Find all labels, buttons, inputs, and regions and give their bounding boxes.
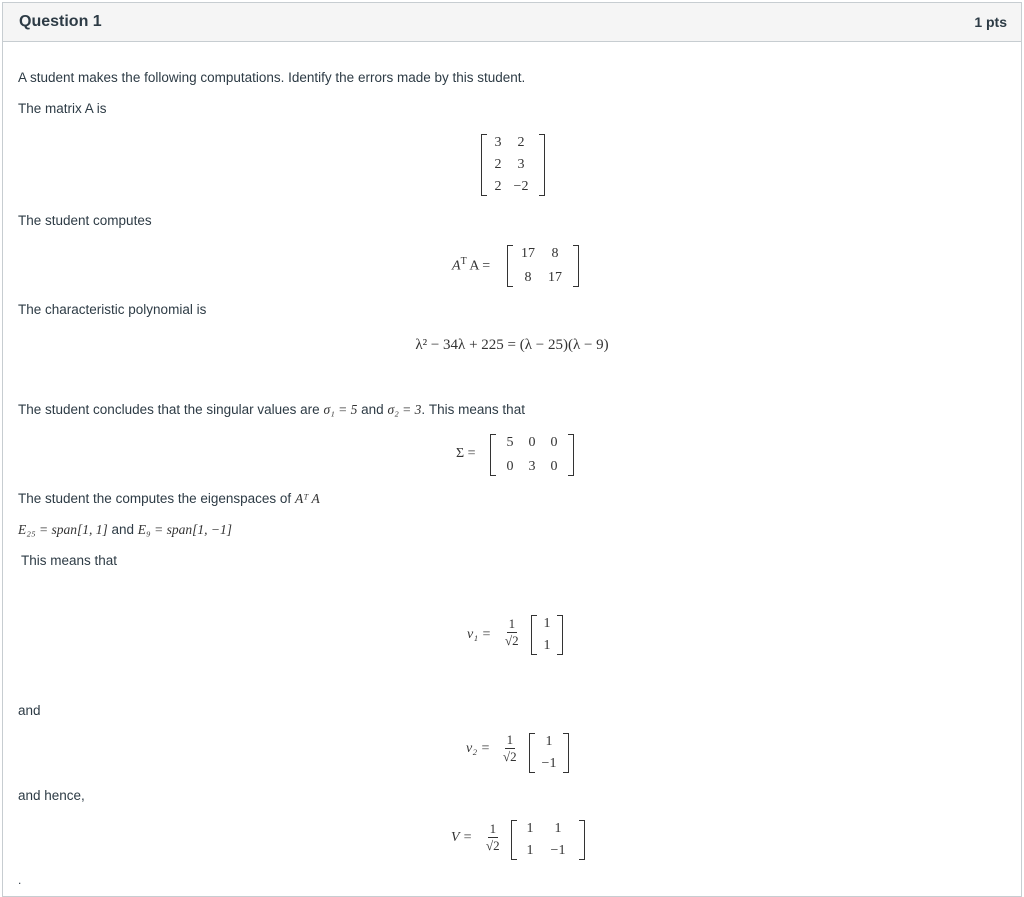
ata-equals: A = bbox=[466, 258, 491, 274]
v-frac-den: √2 bbox=[486, 838, 500, 853]
student-computes-text: The student computes bbox=[18, 213, 152, 228]
matrix-sigma-cell: 0 bbox=[550, 435, 558, 450]
vector-v2 bbox=[529, 733, 569, 773]
matrix-a-cell: 2 bbox=[517, 135, 525, 150]
sigma-label: Σ = bbox=[456, 446, 476, 461]
intro-text: A student makes the following computations. Identify the errors made by this student. bbox=[18, 70, 526, 85]
v2-label: v₂ = bbox=[466, 741, 491, 756]
concludes-and: and bbox=[357, 402, 388, 417]
question-points: 1 pts bbox=[974, 14, 1007, 30]
matrix-ata-cell: 17 bbox=[521, 246, 535, 261]
matrix-ata-cell: 17 bbox=[548, 270, 562, 285]
eigenspaces-line bbox=[18, 522, 232, 538]
matrix-sigma-cell: 3 bbox=[528, 459, 536, 474]
matrix-v-cell: 1 bbox=[526, 821, 534, 836]
matrix-ata-cell: 8 bbox=[551, 246, 559, 261]
matrix-a-cell: −2 bbox=[513, 179, 529, 194]
e25: E₂₅ = span[1, 1] bbox=[18, 522, 108, 537]
trailing-period: . bbox=[18, 873, 22, 887]
concludes-post: . This means that bbox=[421, 402, 525, 417]
concludes-pre: The student concludes that the singular values are bbox=[18, 402, 324, 417]
e9: E₉ = span[1, −1] bbox=[137, 522, 232, 537]
sigma1: σ₁ = 5 bbox=[323, 402, 358, 417]
matrix-v bbox=[511, 820, 585, 860]
matrix-intro-text: The matrix A is bbox=[18, 101, 107, 116]
matrix-a bbox=[481, 134, 545, 196]
vector-v1-cell: 1 bbox=[543, 616, 551, 631]
matrix-sigma-cell: 0 bbox=[550, 459, 558, 474]
characteristic-polynomial: λ² − 34λ + 225 = (λ − 25)(λ − 9) bbox=[415, 337, 609, 353]
matrix-a-cell: 2 bbox=[494, 179, 502, 194]
matrix-sigma bbox=[490, 434, 574, 476]
v1-label: v₁ = bbox=[467, 627, 492, 642]
matrix-ata bbox=[507, 245, 579, 287]
matrix-ata-cell: 8 bbox=[524, 270, 532, 285]
vector-v1-cell: 1 bbox=[543, 638, 551, 653]
matrix-a-cell: 2 bbox=[494, 157, 502, 172]
v-frac-num: 1 bbox=[489, 821, 497, 836]
ata-inline: Aᵀ A bbox=[294, 491, 320, 506]
sigma2: σ₂ = 3 bbox=[387, 402, 422, 417]
vector-v2-cell: 1 bbox=[545, 734, 553, 749]
v2-fraction bbox=[503, 732, 517, 765]
v1-frac-num: 1 bbox=[508, 616, 516, 631]
question-header bbox=[3, 3, 1021, 42]
and-hence-text: and hence, bbox=[18, 788, 85, 803]
and-text: and bbox=[18, 703, 41, 718]
v-matrix-fraction bbox=[486, 821, 500, 854]
matrix-a-cell: 3 bbox=[494, 135, 502, 150]
means-that-text: This means that bbox=[21, 553, 118, 568]
matrix-v-cell: −1 bbox=[550, 843, 566, 858]
eigenspaces-text: The student the computes the eigenspaces of bbox=[18, 491, 295, 506]
char-poly-text: The characteristic polynomial is bbox=[18, 302, 207, 317]
v2-frac-den: √2 bbox=[503, 749, 517, 764]
matrix-a-cell: 3 bbox=[517, 157, 525, 172]
eigen-and: and bbox=[107, 522, 138, 537]
v2-frac-num: 1 bbox=[506, 732, 514, 747]
matrix-sigma-cell: 0 bbox=[528, 435, 536, 450]
v1-fraction bbox=[505, 616, 519, 649]
vector-v2-cell: −1 bbox=[541, 756, 557, 771]
singular-values-sentence bbox=[18, 402, 525, 418]
ata-label bbox=[452, 256, 490, 275]
question-title: Question 1 bbox=[19, 13, 102, 30]
ata-transpose: T bbox=[460, 256, 467, 267]
ata-symbol: A bbox=[452, 258, 461, 274]
matrix-v-cell: 1 bbox=[526, 843, 534, 858]
v-matrix-label: V = bbox=[451, 830, 473, 845]
eigenspaces-sentence bbox=[18, 491, 320, 507]
matrix-sigma-cell: 5 bbox=[506, 435, 514, 450]
matrix-v-cell: 1 bbox=[554, 821, 562, 836]
vector-v1 bbox=[531, 615, 563, 655]
matrix-sigma-cell: 0 bbox=[506, 459, 514, 474]
v1-frac-den: √2 bbox=[505, 633, 519, 648]
